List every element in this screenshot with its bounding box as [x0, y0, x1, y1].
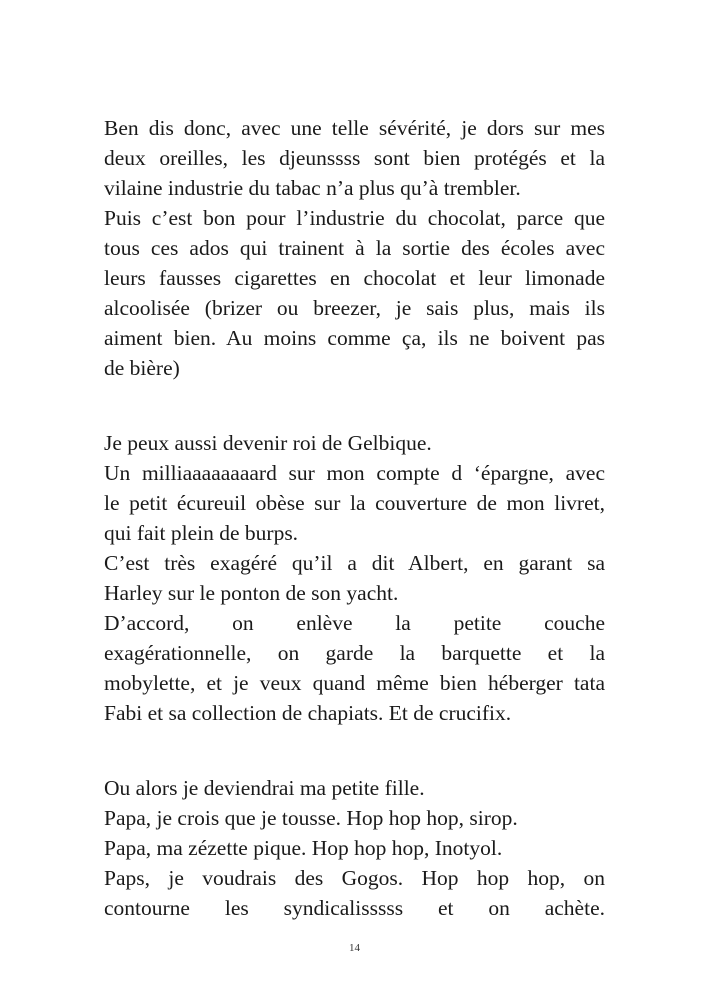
text-line: deux oreilles, les djeunssss sont bien protégés et la	[104, 146, 605, 170]
text-line: mobylette, et je veux quand même bien héberger tata	[104, 671, 605, 695]
text-line: Fabi et sa collection de chapiats. Et de crucifix.	[104, 701, 512, 725]
text-line: Harley sur le ponton de son yacht.	[104, 581, 399, 605]
text-line: exagérationnelle, on garde la barquette et la	[104, 641, 605, 665]
text-line: Ben dis donc, avec une telle sévérité, je dors sur mes	[104, 116, 605, 140]
text-line: le petit écureuil obèse sur la couverture de mon livret,	[104, 491, 605, 515]
text-line: tous ces ados qui trainent à la sortie des écoles avec	[104, 236, 605, 260]
text-line: C’est très exagéré qu’il a dit Albert, en garant sa	[104, 551, 605, 575]
page-body	[104, 113, 605, 923]
text-line: vilaine industrie du tabac n’a plus qu’à trembler.	[104, 176, 521, 200]
paragraph-spacer	[104, 728, 605, 773]
paragraph-spacer	[104, 383, 605, 428]
text-line: aiment bien. Au moins comme ça, ils ne boivent pas	[104, 326, 605, 350]
text-line: D’accord, on enlève la petite couche	[104, 611, 605, 635]
text-line: Puis c’est bon pour l’industrie du chocolat, parce que	[104, 206, 605, 230]
text-line: qui fait plein de burps.	[104, 521, 299, 545]
text-line: leurs fausses cigarettes en chocolat et leur limonade	[104, 266, 605, 290]
text-line: Papa, je crois que je tousse. Hop hop hop, sirop.	[104, 806, 518, 830]
text-line: de bière)	[104, 356, 180, 380]
text-line: Un milliaaaaaaaard sur mon compte d ‘épargne, avec	[104, 461, 605, 485]
text-line: contourne les syndicalisssss et on achète.	[104, 896, 605, 920]
text-line: Paps, je voudrais des Gogos. Hop hop hop, on	[104, 866, 605, 890]
text-line: alcoolisée (brizer ou breezer, je sais plus, mais ils	[104, 296, 605, 320]
text-line: Papa, ma zézette pique. Hop hop hop, Inotyol.	[104, 836, 503, 860]
text-line: Je peux aussi devenir roi de Gelbique.	[104, 431, 432, 455]
text-line: Ou alors je deviendrai ma petite fille.	[104, 776, 425, 800]
page-number: 14	[349, 942, 360, 954]
